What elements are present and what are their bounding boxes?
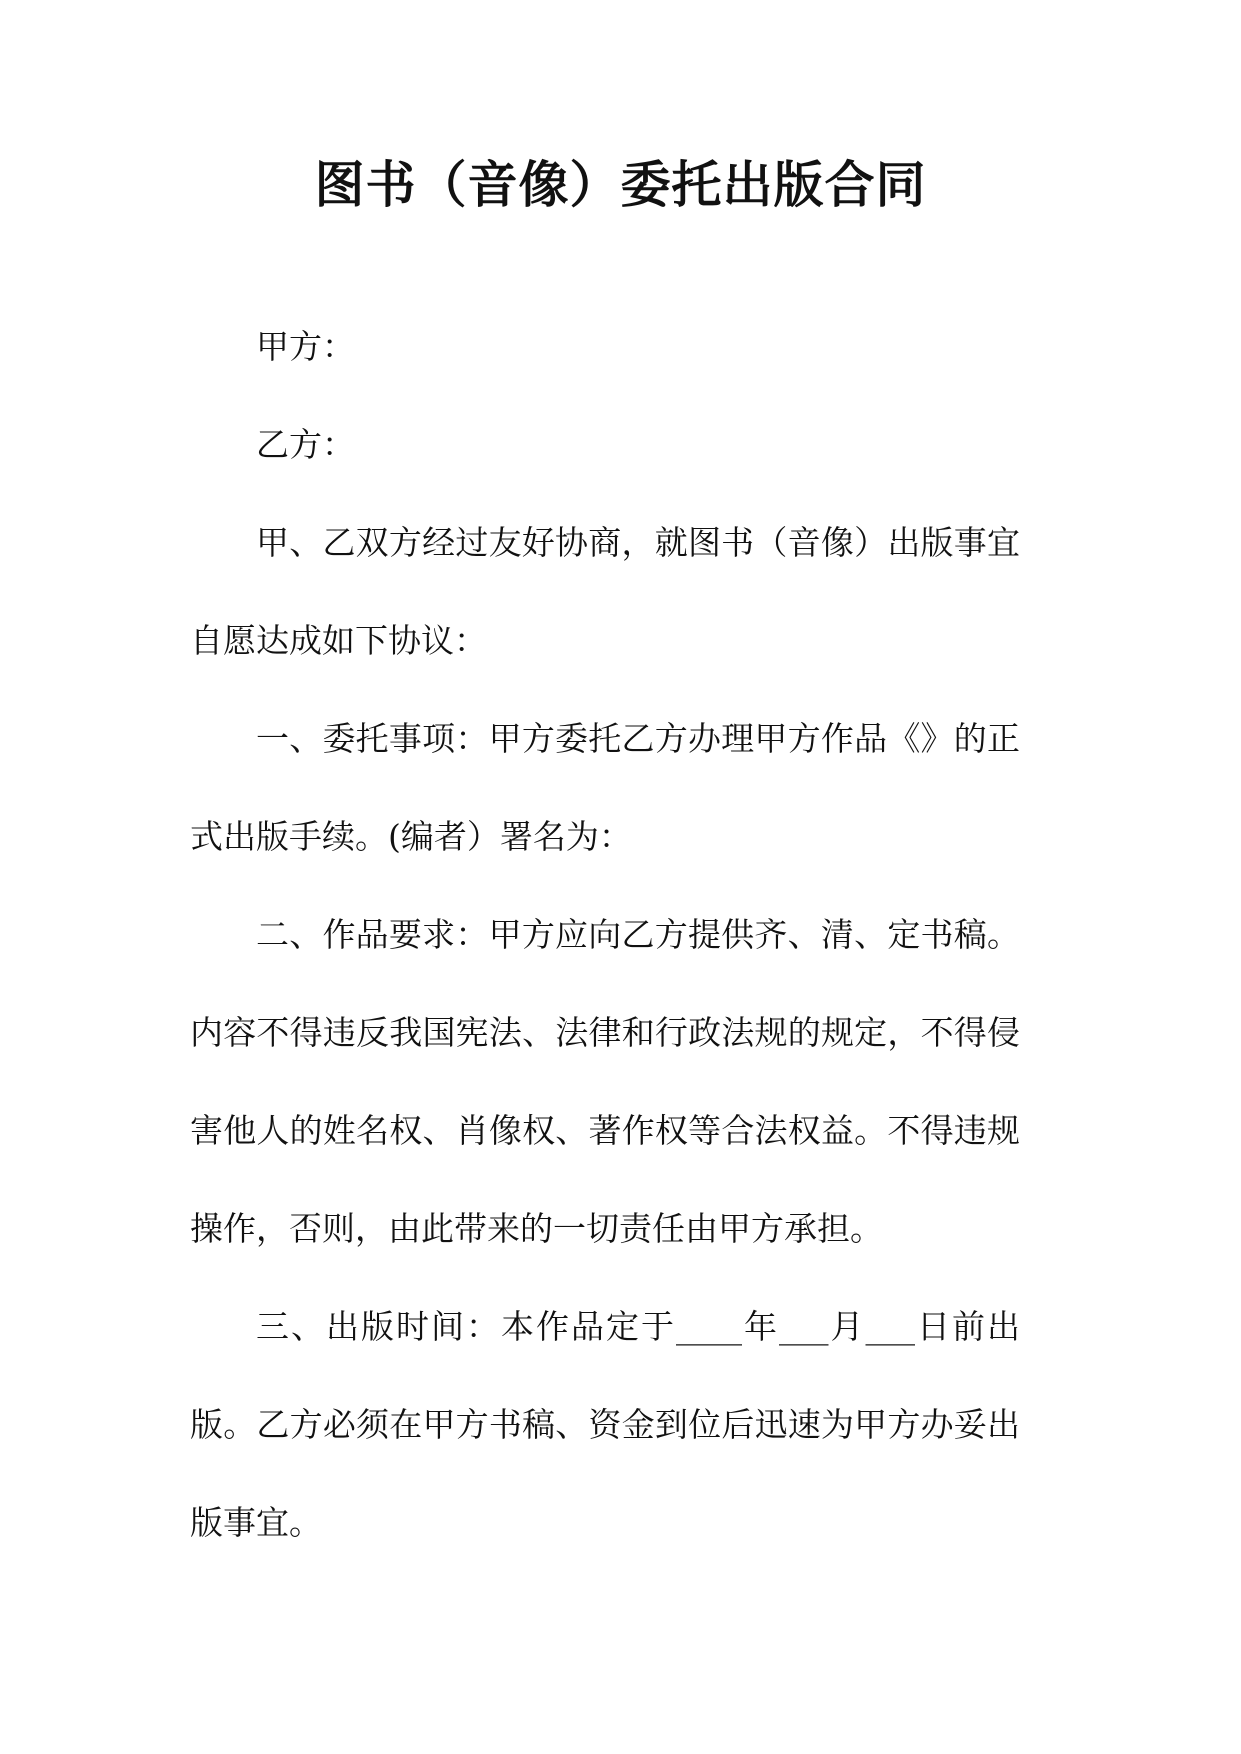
clause-1-paragraph: 一、委托事项：甲方委托乙方办理甲方作品《》的正式出版手续。(编者）署名为： xyxy=(190,719,1020,856)
document-title: 图书（音像）委托出版合同 xyxy=(314,155,927,214)
party-a-line: 甲方： xyxy=(256,327,355,366)
preamble-paragraph: 甲、乙双方经过友好协商，就图书（音像）出版事宜自愿达成如下协议： xyxy=(190,523,1020,660)
clause-2-paragraph: 二、作品要求：甲方应向乙方提供齐、清、定书稿。内容不得违反我国宪法、法律和行政法规的规定，不得侵害他人的姓名权、肖像权、著作权等合法权益。不得违规操作，否则，由此带来的一切责任由甲方承担。 xyxy=(190,915,1020,1248)
clause-3-paragraph: 三、出版时间：本作品定于____年___月___日前出版。乙方必须在甲方书稿、资金到位后迅速为甲方办妥出版事宜。 xyxy=(190,1307,1020,1542)
document-body xyxy=(190,298,1020,1572)
party-b-line: 乙方： xyxy=(256,425,355,464)
